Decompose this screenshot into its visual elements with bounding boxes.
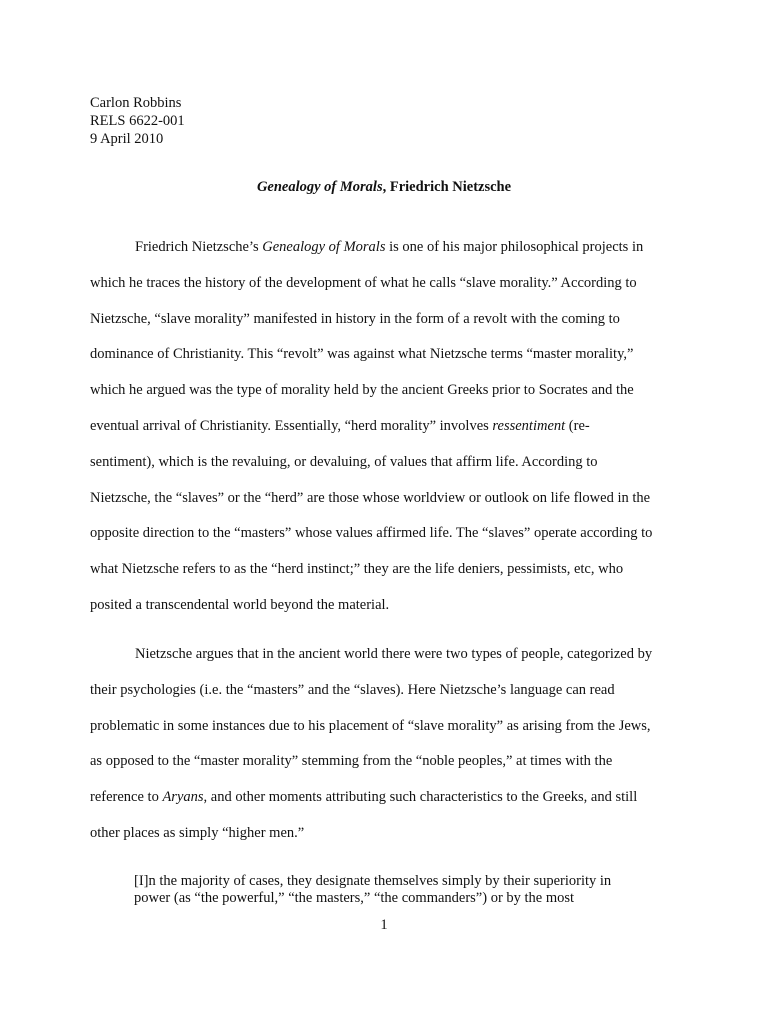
text-run: sentiment), which is the revaluing, or devaluing, of values that affirm life. According to [90, 453, 598, 470]
title-author: Friedrich Nietzsche [389, 179, 512, 195]
text-run: other places as simply “higher men.” [90, 825, 305, 841]
text-run: , and other moments attributing such characteristics to the Greeks, and still [203, 789, 638, 806]
course-code: RELS 6622-001 [90, 113, 185, 129]
text-run: Friedrich Nietzsche’s [135, 239, 263, 255]
text-line [90, 824, 304, 842]
italic-text: Genealogy of Morals [262, 239, 386, 255]
text-run: as opposed to the “master morality” stemming from the “noble peoples,” at times with the [90, 753, 613, 770]
text-line [90, 345, 633, 363]
text-line [90, 274, 637, 292]
page-number: 1 [380, 917, 388, 933]
text-line [90, 596, 389, 614]
block-quote [134, 873, 611, 907]
text-line [90, 752, 612, 770]
text-line [90, 417, 590, 435]
text-line [90, 788, 637, 806]
quote-line: power (as “the powerful,” “the masters,” “the commanders”) or by the most [134, 890, 575, 906]
text-run: posited a transcendental world beyond the material. [90, 597, 390, 613]
italic-text: Aryans [162, 789, 204, 806]
text-run: their psychologies (i.e. the “masters” and the “slaves). Here Nietzsche’s language can read [90, 681, 615, 698]
title-work: Genealogy of Morals [256, 179, 383, 195]
date: 9 April 2010 [90, 131, 164, 147]
text-line [90, 717, 651, 735]
quote-line: [I]n the majority of cases, they designate themselves simply by their superiority in [134, 873, 612, 889]
text-run: which he argued was the type of morality held by the ancient Greeks prior to Socrates and the [90, 382, 634, 399]
text-run: opposite direction to the “masters” whose values affirmed life. The “slaves” operate according to [90, 525, 653, 542]
document-title [0, 178, 768, 196]
text-line [90, 560, 623, 578]
title-separator: , [382, 179, 390, 195]
text-run: is one of his major philosophical projects in [385, 239, 644, 255]
text-line [90, 524, 652, 542]
text-line [90, 310, 620, 328]
text-line [90, 381, 634, 399]
text-line [90, 681, 615, 699]
text-run: what Nietzsche refers to as the “herd instinct;” they are the life deniers, pessimists, etc, who [90, 561, 624, 578]
text-line [135, 238, 643, 256]
text-run: which he traces the history of the development of what he calls “slave morality.” According to [90, 274, 637, 291]
italic-text: ressentiment [492, 418, 566, 434]
text-run: eventual arrival of Christianity. Essentially, “herd morality” involves [90, 418, 493, 434]
author-name: Carlon Robbins [90, 95, 182, 111]
text-line [90, 489, 650, 507]
text-run: Nietzsche, the “slaves” or the “herd” are those whose worldview or outlook on life flowed in the [90, 489, 651, 506]
header-block [90, 94, 185, 148]
text-run: Nietzsche argues that in the ancient world there were two types of people, categorized by [135, 646, 653, 662]
text-run: reference to [90, 789, 163, 806]
text-run: problematic in some instances due to his placement of “slave morality” as arising from the Jews, [90, 717, 651, 734]
text-run: Nietzsche, “slave morality” manifested in history in the form of a revolt with the coming to [90, 310, 620, 327]
text-run: (re- [565, 418, 590, 434]
text-line [90, 453, 598, 471]
text-line [135, 645, 652, 663]
text-run: dominance of Christianity. This “revolt” was against what Nietzsche terms “master morality,” [90, 346, 634, 363]
